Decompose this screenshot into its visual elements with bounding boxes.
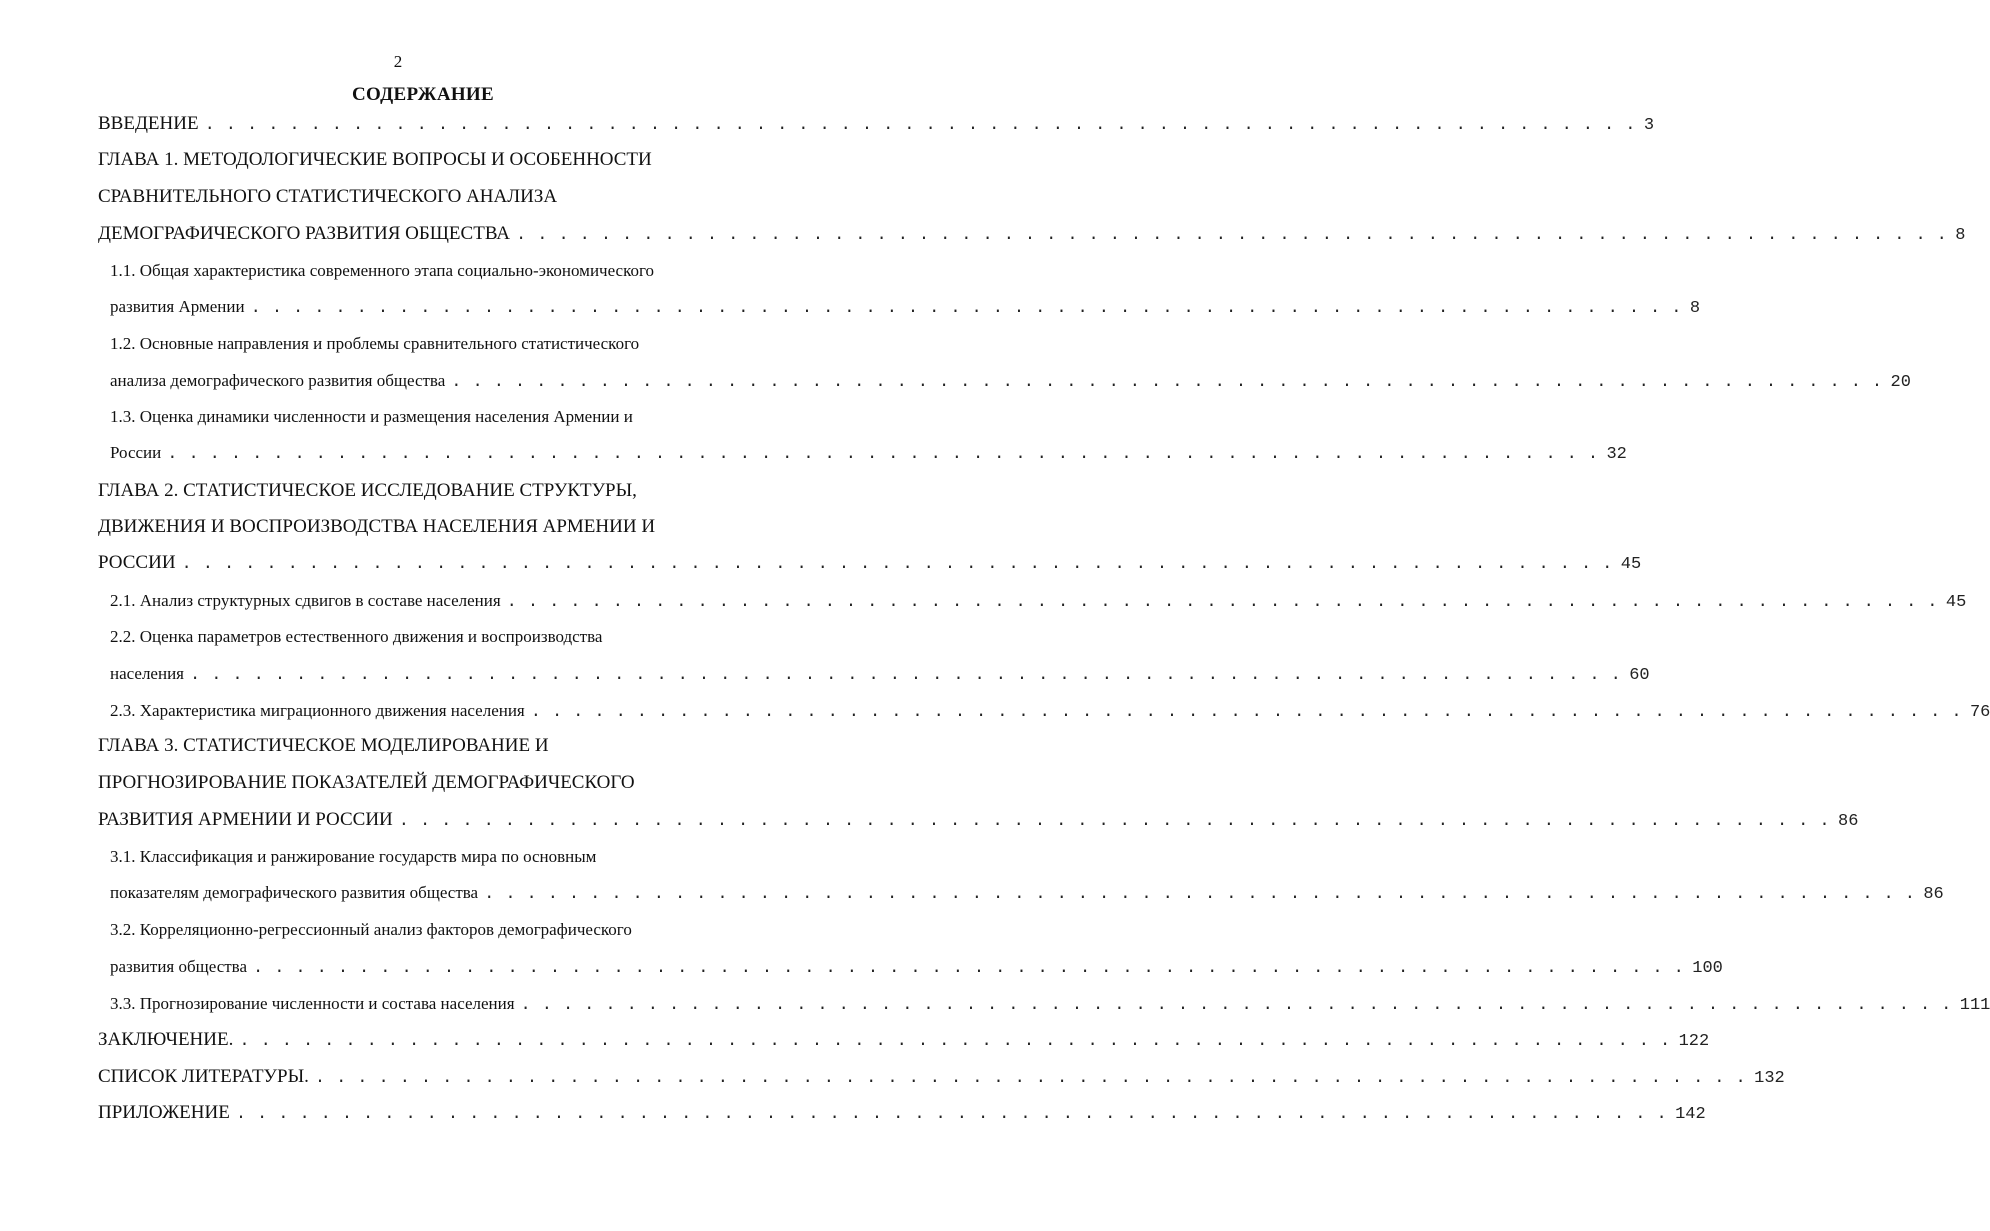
dot-leader: . . . . . . . . . . . . . . . . . . . . . . . . . . . . . . . . . . . . . . . . . . . . . . . . . . . . . . . . . . . . . . . . . . . .	[204, 116, 1636, 135]
toc-entry-chapter-3[interactable]	[98, 809, 1859, 831]
toc-page-number: 111	[1959, 996, 1990, 1015]
toc-section-1-2-line1[interactable]: 1.2. Основные направления и проблемы сравнительного статистического	[110, 334, 640, 353]
toc-page-number: 32	[1606, 445, 1627, 464]
toc-chapter-2-line2[interactable]: ДВИЖЕНИЯ И ВОСПРОИЗВОДСТВА НАСЕЛЕНИЯ АРМЕНИИ И	[98, 516, 656, 537]
dot-leader: . . . . . . . . . . . . . . . . . . . . . . . . . . . . . . . . . . . . . . . . . . . . . . . . . . . . . . . . . . . . . . . . . . . .	[250, 299, 1682, 318]
toc-entry-section-2-2[interactable]	[110, 664, 1650, 685]
toc-page-number: 86	[1923, 885, 1944, 904]
toc-page-number: 122	[1678, 1032, 1710, 1051]
toc-title: СОДЕРЖАНИЕ	[352, 84, 494, 105]
dot-leader: . . . . . . . . . . . . . . . . . . . . . . . . . . . . . . . . . . . . . . . . . . . . . . . . . . . . . . . . . . . . . . . . . . . .	[530, 703, 1962, 722]
dot-leader: . . . . . . . . . . . . . . . . . . . . . . . . . . . . . . . . . . . . . . . . . . . . . . . . . . . . . . . . . . . . . . . . . . . .	[181, 555, 1613, 574]
toc-entry-text: анализа демографического развития общества	[110, 371, 446, 390]
toc-section-1-1-line1[interactable]: 1.1. Общая характеристика современного этапа социально-экономического	[110, 261, 655, 280]
toc-entry-text: ДЕМОГРАФИЧЕСКОГО РАЗВИТИЯ ОБЩЕСТВА	[98, 223, 511, 244]
toc-page-number: 8	[1689, 299, 1701, 318]
toc-page-number: 100	[1692, 959, 1723, 978]
toc-entry-section-2-3[interactable]	[110, 701, 1990, 722]
toc-entry-section-3-2[interactable]	[110, 957, 1723, 978]
toc-entry-text: ВВЕДЕНИЕ	[98, 113, 199, 134]
toc-section-3-2-line1[interactable]: 3.2. Корреляционно-регрессионный анализ факторов демографического	[110, 920, 632, 939]
toc-page-number: 142	[1675, 1105, 1706, 1124]
toc-page-number: 3	[1643, 116, 1655, 135]
toc-entry-text: России	[110, 443, 162, 462]
toc-chapter-1-line1[interactable]: ГЛАВА 1. МЕТОДОЛОГИЧЕСКИЕ ВОПРОСЫ И ОСОБЕННОСТИ	[98, 149, 652, 170]
toc-entry-text: населения	[110, 664, 184, 683]
dot-leader: . . . . . . . . . . . . . . . . . . . . . . . . . . . . . . . . . . . . . . . . . . . . . . . . . . . . . . . . . . . . . . . . . . . .	[520, 996, 1952, 1015]
toc-chapter-3-line1[interactable]: ГЛАВА 3. СТАТИСТИЧЕСКОЕ МОДЕЛИРОВАНИЕ И	[98, 735, 549, 756]
toc-entry-section-3-1[interactable]	[110, 883, 1944, 904]
toc-section-3-1-line1[interactable]: 3.1. Классификация и ранжирование государств мира по основным	[110, 847, 597, 866]
toc-entry-section-3-3[interactable]	[110, 994, 1990, 1015]
toc-entry-text: СПИСОК ЛИТЕРАТУРЫ.	[98, 1066, 309, 1087]
toc-entry-text: ПРИЛОЖЕНИЕ	[98, 1102, 230, 1123]
dot-leader: . . . . . . . . . . . . . . . . . . . . . . . . . . . . . . . . . . . . . . . . . . . . . . . . . . . . . . . . . . . . . . . . . . . .	[451, 373, 1883, 392]
toc-page-number: 8	[1955, 226, 1966, 245]
dot-leader: . . . . . . . . . . . . . . . . . . . . . . . . . . . . . . . . . . . . . . . . . . . . . . . . . . . . . . . . . . . . . . . . . . . .	[398, 812, 1830, 831]
toc-entry-text: развития Армении	[110, 297, 245, 316]
toc-entry-references[interactable]	[98, 1066, 1785, 1088]
toc-entry-conclusion[interactable]	[98, 1029, 1710, 1051]
dot-leader: . . . . . . . . . . . . . . . . . . . . . . . . . . . . . . . . . . . . . . . . . . . . . . . . . . . . . . . . . . . . . . . . . . . .	[253, 959, 1685, 978]
toc-entry-text: ЗАКЛЮЧЕНИЕ.	[98, 1029, 234, 1050]
toc-entry-text: показателям демографического развития общества	[110, 883, 479, 902]
toc-entry-section-1-3[interactable]	[110, 443, 1627, 464]
dot-leader: . . . . . . . . . . . . . . . . . . . . . . . . . . . . . . . . . . . . . . . . . . . . . . . . . . . . . . . . . . . . . . . . . . . .	[235, 1105, 1668, 1124]
toc-page-number: 86	[1838, 812, 1859, 831]
toc-section-1-3-line1[interactable]: 1.3. Оценка динамики численности и размещения населения Армении и	[110, 407, 633, 426]
dot-leader: . . . . . . . . . . . . . . . . . . . . . . . . . . . . . . . . . . . . . . . . . . . . . . . . . . . . . . . . . . . . . . . . . . . .	[516, 226, 1948, 245]
toc-chapter-3-line2[interactable]: ПРОГНОЗИРОВАНИЕ ПОКАЗАТЕЛЕЙ ДЕМОГРАФИЧЕСКОГО	[98, 772, 635, 793]
dot-leader: . . . . . . . . . . . . . . . . . . . . . . . . . . . . . . . . . . . . . . . . . . . . . . . . . . . . . . . . . . . . . . . . . . . .	[190, 666, 1622, 685]
toc-entry-text: РОССИИ	[98, 552, 176, 573]
toc-page-number: 45	[1945, 593, 1967, 612]
toc-section-2-2-line1[interactable]: 2.2. Оценка параметров естественного движения и воспроизводства	[110, 627, 603, 646]
page-number: 2	[393, 52, 403, 71]
dot-leader: . . . . . . . . . . . . . . . . . . . . . . . . . . . . . . . . . . . . . . . . . . . . . . . . . . . . . . . . . . . . . . . . . . . .	[239, 1032, 1671, 1051]
dot-leader: . . . . . . . . . . . . . . . . . . . . . . . . . . . . . . . . . . . . . . . . . . . . . . . . . . . . . . . . . . . . . . . . . . . .	[506, 593, 1938, 612]
toc-entry-chapter-1[interactable]	[98, 223, 1966, 245]
dot-leader: . . . . . . . . . . . . . . . . . . . . . . . . . . . . . . . . . . . . . . . . . . . . . . . . . . . . . . . . . . . . . . . . . . . .	[314, 1069, 1747, 1088]
toc-entry-chapter-2[interactable]	[98, 552, 1642, 574]
toc-entry-text: РАЗВИТИЯ АРМЕНИИ И РОССИИ	[98, 809, 393, 830]
toc-entry-section-1-1[interactable]	[110, 297, 1701, 318]
toc-entry-text: развития общества	[110, 957, 248, 976]
toc-chapter-2-line1[interactable]: ГЛАВА 2. СТАТИСТИЧЕСКОЕ ИССЛЕДОВАНИЕ СТРУКТУРЫ,	[98, 480, 637, 501]
toc-entry-text: 3.3. Прогнозирование численности и состава населения	[110, 994, 515, 1013]
toc-entry-section-2-1[interactable]	[110, 591, 1967, 612]
toc-entry-text: 2.1. Анализ структурных сдвигов в составе населения	[110, 591, 501, 610]
toc-page-number: 45	[1620, 555, 1642, 574]
toc-page-number: 76	[1969, 703, 1990, 722]
toc-page-number: 132	[1754, 1069, 1785, 1088]
toc-entry-text: 2.3. Характеристика миграционного движения населения	[110, 701, 525, 720]
toc-page-number: 20	[1890, 373, 1911, 392]
toc-page-number: 60	[1629, 666, 1650, 685]
dot-leader: . . . . . . . . . . . . . . . . . . . . . . . . . . . . . . . . . . . . . . . . . . . . . . . . . . . . . . . . . . . . . . . . . . . .	[484, 885, 1916, 904]
toc-entry-intro[interactable]	[98, 113, 1655, 135]
toc-chapter-1-line2[interactable]: СРАВНИТЕЛЬНОГО СТАТИСТИЧЕСКОГО АНАЛИЗА	[98, 186, 558, 207]
dot-leader: . . . . . . . . . . . . . . . . . . . . . . . . . . . . . . . . . . . . . . . . . . . . . . . . . . . . . . . . . . . . . . . . . . . .	[167, 445, 1599, 464]
toc-entry-appendix[interactable]	[98, 1102, 1706, 1124]
toc-entry-section-1-2[interactable]	[110, 371, 1911, 392]
